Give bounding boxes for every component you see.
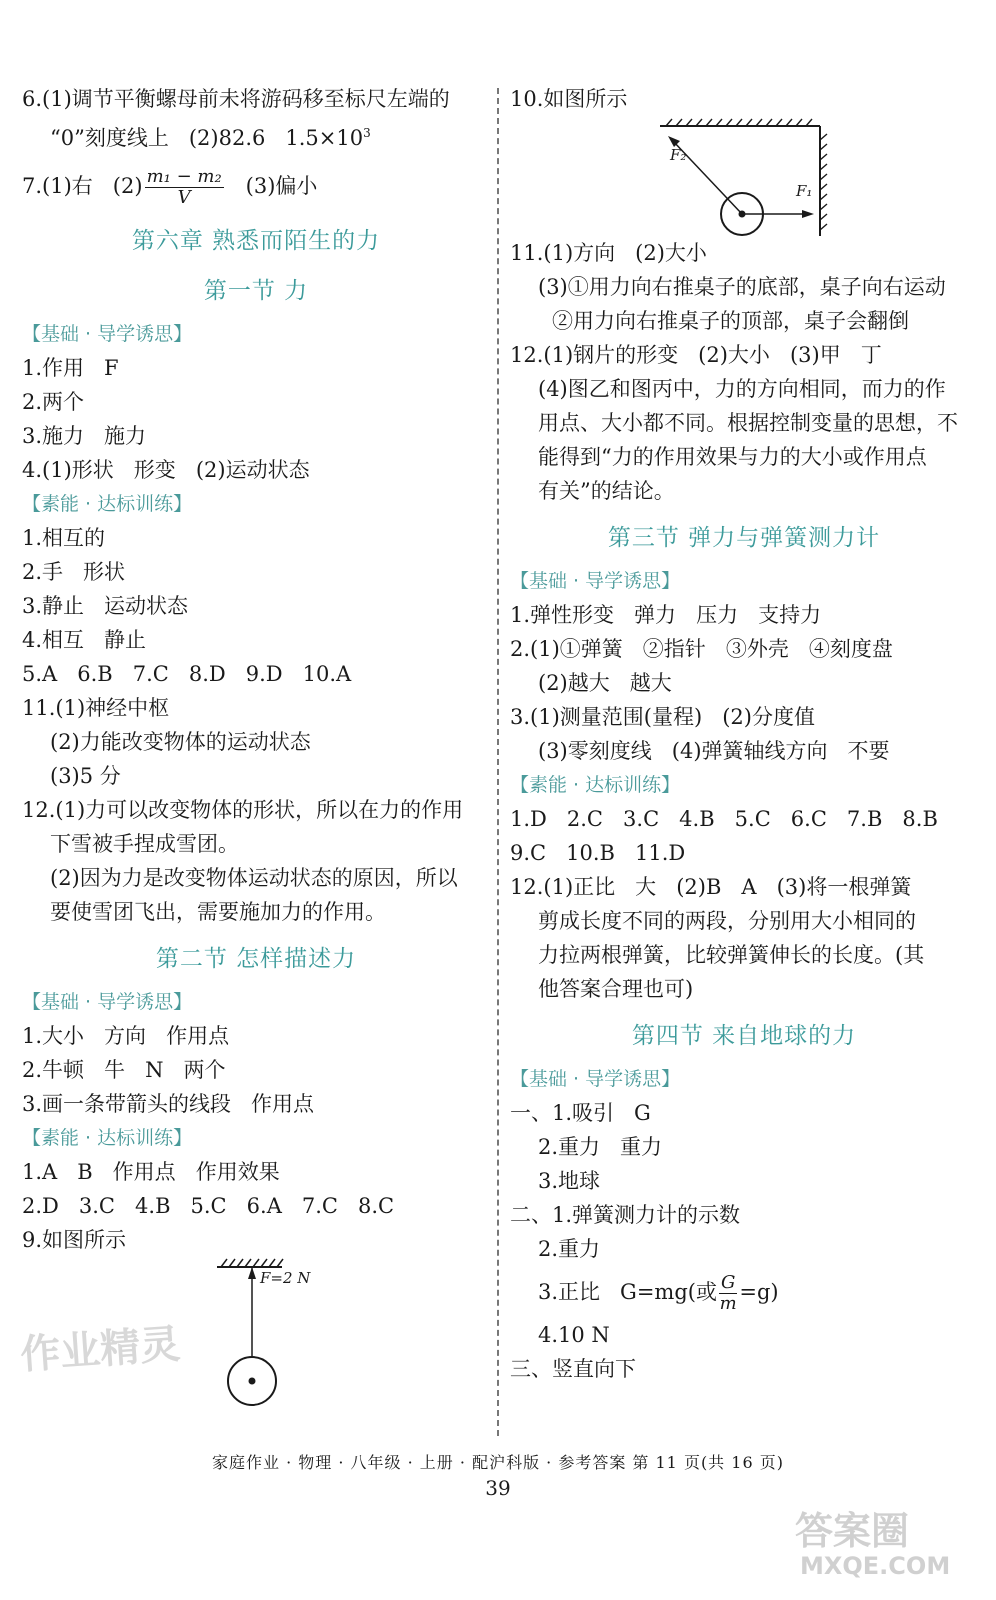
answer-11b: (3)①用力向右推桌子的底部，桌子向右运动 (538, 275, 946, 299)
s2-train-1: 1.A B 作用点 作用效果 (22, 1160, 280, 1184)
answer-12b: (4)图乙和图丙中，力的方向相同，而力的作 (538, 377, 946, 401)
s4-2c-fraction (719, 1273, 737, 1314)
answer-7-fraction (145, 167, 224, 208)
figure-10-f1-label: F₁ (796, 182, 813, 200)
s1-train-1: 1.相互的 (22, 526, 106, 550)
figure-10-diagram (510, 116, 978, 236)
answer-11c: ②用力向右推桌子的顶部，桌子会翻倒 (552, 309, 909, 333)
column-divider (497, 88, 499, 1436)
s3-basic-2b: (2)越大 越大 (538, 671, 672, 695)
s1-basic-2: 2.两个 (22, 390, 85, 414)
s4-1b: 2.重力 重力 (538, 1135, 663, 1159)
s3-train-12c: 力拉两根弹簧，比较弹簧伸长的长度。(其 (538, 943, 925, 967)
answer-7 (22, 161, 490, 211)
s2-basic-2: 2.牛顿 牛 N 两个 (22, 1058, 226, 1082)
s1-basic-3: 3.施力 施力 (22, 424, 147, 448)
answer-10: 10.如图所示 (510, 87, 628, 111)
answer-6-line2 (22, 116, 490, 155)
s1-train-3: 3.静止 运动状态 (22, 594, 189, 618)
s3-basic-2a: 2.(1)①弹簧 ②指针 ③外壳 ④刻度盘 (510, 637, 893, 661)
s1-train-5: 5.A 6.B 7.C 8.D 9.D 10.A (22, 662, 352, 686)
watermark-brand: 答案圈 (795, 1509, 910, 1553)
left-column (22, 82, 490, 1407)
s1-train-12b: 下雪被手捏成雪团。 (50, 832, 239, 856)
figure-9-force-label: F=2 N (260, 1269, 311, 1287)
s1-train-2: 2.手 形状 (22, 560, 126, 584)
s4-2a: 二、1.弹簧测力计的示数 (510, 1203, 741, 1227)
s4-3: 三、竖直向下 (510, 1357, 636, 1381)
figure-10 (510, 116, 978, 236)
s4-2c-post: =g) (739, 1280, 779, 1304)
s1-train-12c: (2)因为力是改变物体运动状态的原因，所以 (50, 866, 458, 890)
s1-train-11b: (2)力能改变物体的运动状态 (50, 730, 311, 754)
right-column (510, 82, 978, 1386)
page-footer: 家庭作业 · 物理 · 八年级 · 上册 · 配沪科版 · 参考答案 第 11 页(共 16 页) (212, 1453, 784, 1472)
fraction-denominator: V (177, 187, 191, 208)
section-4-title: 第四节 来自地球的力 (631, 1023, 857, 1049)
s2-train-9: 9.如图所示 (22, 1228, 127, 1252)
s3-basic-3a: 3.(1)测量范围(量程) (2)分度值 (510, 705, 815, 729)
tag-basic: 【基础 · 导学诱思】 (22, 991, 193, 1013)
section-1-title: 第一节 力 (203, 278, 309, 304)
s2-basic-1: 1.大小 方向 作用点 (22, 1024, 230, 1048)
answer-6-line1: 6.(1)调节平衡螺母前未将游码移至标尺左端的 (22, 87, 450, 111)
answer-12a: 12.(1)钢片的形变 (2)大小 (3)甲 丁 (510, 343, 882, 367)
tag-training: 【素能 · 达标训练】 (22, 1127, 193, 1149)
s3-train-1: 1.D 2.C 3.C 4.B 5.C 6.C 7.B 8.B (510, 807, 938, 831)
s2-basic-3: 3.画一条带箭头的线段 作用点 (22, 1092, 315, 1116)
s4-1c: 3.地球 (538, 1169, 601, 1193)
s1-train-12d: 要使雪团飞出，需要施加力的作用。 (50, 900, 386, 924)
s1-train-12a: 12.(1)力可以改变物体的形状，所以在力的作用 (22, 798, 464, 822)
answer-6-text: “0”刻度线上 (2)82.6 1.5×10 (50, 126, 364, 150)
tag-basic: 【基础 · 导学诱思】 (510, 1068, 681, 1090)
s1-train-4: 4.相互 静止 (22, 628, 147, 652)
tag-training: 【素能 · 达标训练】 (22, 493, 193, 515)
s3-basic-3b: (3)零刻度线 (4)弹簧轴线方向 不要 (538, 739, 890, 763)
s1-basic-4: 4.(1)形状 形变 (2)运动状态 (22, 458, 310, 482)
answer-12d: 能得到“力的作用效果与力的大小或作用点 (538, 445, 927, 469)
section-3-title: 第三节 弹力与弹簧测力计 (607, 525, 881, 551)
tag-basic: 【基础 · 导学诱思】 (22, 323, 193, 345)
answer-12e: 有关”的结论。 (538, 479, 675, 503)
s1-train-11a: 11.(1)神经中枢 (22, 696, 170, 720)
chapter-title: 第六章 熟悉而陌生的力 (131, 228, 381, 254)
section-2-title: 第二节 怎样描述力 (155, 946, 357, 972)
s4-2d: 4.10 N (538, 1323, 610, 1347)
fraction-numerator: m₁ − m₂ (146, 166, 222, 187)
watermark-logo: 作业精灵 (18, 1321, 182, 1379)
page-number: 39 (485, 1476, 511, 1500)
s3-train-12d: 他答案合理也可) (538, 977, 694, 1001)
tag-basic: 【基础 · 导学诱思】 (510, 570, 681, 592)
tag-training: 【素能 · 达标训练】 (510, 774, 681, 796)
watermark-url: MXQE.COM (800, 1552, 951, 1580)
s2-train-2: 2.D 3.C 4.B 5.C 6.A 7.C 8.C (22, 1194, 395, 1218)
answer-6-exponent: 3 (363, 126, 371, 140)
s3-train-12a: 12.(1)正比 大 (2)B A (3)将一根弹簧 (510, 875, 912, 899)
s3-train-2: 9.C 10.B 11.D (510, 841, 686, 865)
s3-train-12b: 剪成长度不同的两段，分别用大小相同的 (538, 909, 916, 933)
figure-10-f2-label: F₂ (670, 146, 687, 164)
answer-7-post: (3)偏小 (225, 174, 318, 198)
s4-2b: 2.重力 (538, 1237, 601, 1261)
s1-train-11c: (3)5 分 (50, 764, 121, 788)
answer-12c: 用点、大小都不同。根据控制变量的思想，不 (538, 411, 958, 435)
fraction-numerator: G (720, 1272, 736, 1293)
fraction-denominator: m (719, 1293, 737, 1314)
s4-2c (510, 1266, 978, 1318)
s4-2c-pre: 3.正比 G=mg(或 (538, 1280, 717, 1304)
s3-basic-1: 1.弹性形变 弹力 压力 支持力 (510, 603, 822, 627)
s1-basic-1: 1.作用 F (22, 356, 119, 380)
s4-1a: 一、1.吸引 G (510, 1101, 651, 1125)
answer-7-pre: 7.(1)右 (2) (22, 174, 143, 198)
answer-11a: 11.(1)方向 (2)大小 (510, 241, 707, 265)
